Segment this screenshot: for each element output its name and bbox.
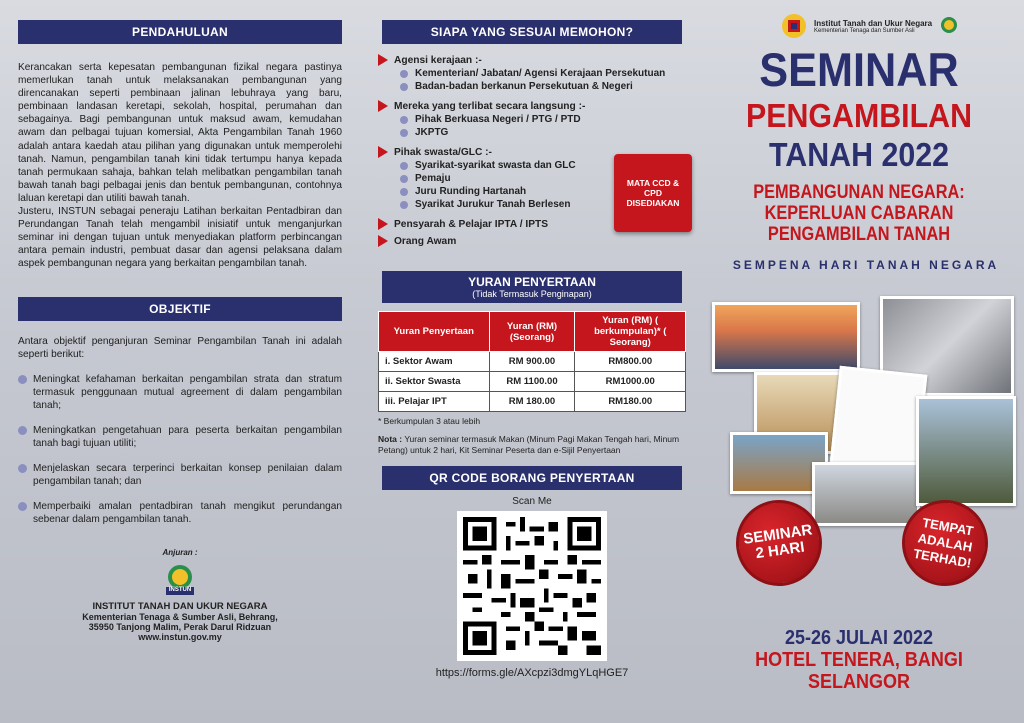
- organizer-block: [18, 548, 342, 642]
- instun-logo-text: INSTUN: [168, 586, 192, 593]
- cover-titles: [704, 43, 1014, 272]
- event-venue-2: SELANGOR: [807, 671, 911, 693]
- bullet-icon: [400, 201, 408, 209]
- instun-logo: [163, 563, 197, 597]
- org-name: INSTITUT TANAH DAN UKUR NEGARA: [92, 600, 268, 612]
- siapa-heading: SIAPA YANG SESUAI MEMOHON?: [382, 20, 682, 44]
- eligibility-list: [378, 54, 686, 247]
- cpd-badge: MATA CCD & CPD DISEDIAKAN: [614, 154, 692, 232]
- city-photo: [712, 302, 860, 372]
- nota: Nota : Yuran seminar termasuk Makan (Minum Pagi Makan Tengah hari, Minum Petang) untuk 2 hari, Kit Seminar Peserta dan e-Sijil Penyertaan: [378, 434, 680, 455]
- bullet-icon: [400, 116, 408, 124]
- bullet-icon: [18, 464, 27, 473]
- org-address-2: 35950 Tanjong Malim, Perak Darul Ridzuan: [88, 621, 272, 632]
- objektif-heading: OBJEKTIF: [18, 297, 342, 321]
- road-photo: [812, 462, 920, 526]
- arrow-icon: [378, 235, 388, 247]
- table-row: i. Sektor Awam RM 900.00 RM800.00: [379, 352, 686, 372]
- footnote: * Berkumpulan 3 atau lebih: [378, 416, 481, 426]
- fee-table-header: Yuran Penyertaan Yuran (RM) (Seorang) Yuran (RM) ( berkumpulan)* ( Seorang): [379, 312, 686, 352]
- event-details: [704, 628, 1014, 692]
- group-item: Juru Runding Hartanah: [378, 186, 686, 197]
- fee-table: [378, 311, 686, 412]
- bullet-icon: [18, 426, 27, 435]
- event-date: 25-26 JULAI 2022: [784, 627, 934, 649]
- objektif-item: Memperbaiki amalan pentadbiran tanah mengikut perundangan sebenar dalam pengambilan tanah.: [18, 500, 342, 526]
- objektif-item: Menjelaskan secara terperinci berkaitan konsep penilaian dalam pengambilan tanah; dan: [18, 462, 342, 488]
- group-item: JKPTG: [378, 127, 686, 138]
- yuran-subtitle: (Tidak Termasuk Penginapan): [472, 289, 592, 299]
- bullet-icon: [400, 70, 408, 78]
- anjuran-label: Anjuran :: [162, 547, 198, 557]
- bullet-icon: [400, 83, 408, 91]
- group-item: Syarikat Jurukur Tanah Berlesen: [378, 199, 686, 210]
- title-tanah-2022: TANAH 2022: [769, 136, 949, 173]
- bullet-icon: [400, 162, 408, 170]
- header-sub: Kementerian Tenaga dan Sumber Asli: [814, 27, 915, 34]
- yuran-heading: [382, 271, 682, 303]
- group-item: Syarikat-syarikat swasta dan GLC: [378, 160, 686, 171]
- pendahuluan-text: Kerancakan serta kepesatan pembangunan fizikal negara pastinya memerlukan tanah untuk melaksanakan pembangunan yang direncanakan seperti pembinaan jalinan lebuhraya yang baru, pembinaan landasan keretapi, sekolah, hospital, perumahan dan sebagainya. Bagi pembangunan untuk maksud awam, kemudahan awam dan pelbagai tujuan komersial, Akta Pengambilan Tanah 1960 adalah antara kaedah atau pilihan yang digunakan untuk memperolehi tanah. Namun, pengambilan tanah kini tidak tertumpu hanya kepada tanah permukaan sahaja, bahkan telah melibatkan pengambilan tanah bawah tanah bagi pelbagai jenis dan bentuk pembangunan, contohnya laluan keretapi dan utiliti bawah tanah.: [18, 62, 342, 204]
- middle-panel: [362, 0, 702, 723]
- objektif-list: [18, 373, 342, 526]
- qr-heading: QR CODE BORANG PENYERTAAN: [382, 466, 682, 490]
- scan-me-label: Scan Me: [512, 496, 552, 507]
- yuran-title: YURAN PENYERTAAN: [468, 275, 596, 289]
- arrow-icon: [378, 100, 388, 112]
- form-url[interactable]: https://forms.gle/AXcpzi3dmgYLqHGE7: [435, 667, 629, 679]
- pendahuluan-heading: PENDAHULUAN: [18, 20, 342, 44]
- qr-code[interactable]: [457, 511, 607, 661]
- arrow-icon: [378, 146, 388, 158]
- group-head: Pihak swasta/GLC :-: [378, 146, 686, 158]
- group-head: Mereka yang terlibat secara langsung :-: [378, 100, 686, 112]
- arrow-icon: [378, 54, 388, 66]
- bullet-icon: [400, 188, 408, 196]
- pendahuluan-text-2: Justeru, INSTUN sebagai peneraju Latihan berkaitan Pentadbiran dan Perundangan Tanah telah mengambil inisiatif untuk menganjurkan seminar ini dengan tujuan untuk menyediakan platform perbincangan antara pemain industri, pembuat dasar dan agensi pelaksana dalam aspek pembangunan negara yang berkaitan pengambilan tanah.: [18, 206, 342, 270]
- group-head: Agensi kerajaan :-: [378, 54, 686, 66]
- bullet-icon: [400, 129, 408, 137]
- org-address-1: Kementerian Tenaga & Sumber Asli, Behrang,: [82, 611, 278, 622]
- seal-seminar-2-hari: SEMINAR 2 HARI: [730, 494, 827, 591]
- bullet-icon: [18, 502, 27, 511]
- bullet-icon: [18, 375, 27, 384]
- surveyor-photo: [916, 396, 1016, 506]
- subtitle-2: KEPERLUAN CABARAN: [764, 203, 954, 224]
- malaysia-crest-icon: [780, 12, 808, 40]
- sempena-text: SEMPENA HARI TANAH NEGARA: [732, 258, 1000, 272]
- subtitle-1: PEMBANGUNAN NEGARA:: [753, 182, 965, 203]
- left-panel: [0, 0, 360, 723]
- group-head: Pensyarah & Pelajar IPTA / IPTS: [378, 218, 686, 230]
- group-item: Kementerian/ Jabatan/ Agensi Kerajaan Persekutuan: [378, 68, 686, 79]
- qr-code-icon: [463, 517, 601, 655]
- objektif-item: Meningkat kefahaman berkaitan pengambilan strata dan stratum termasuk penggunaan mutual agreement di dalam pengambilan tanah;: [18, 373, 342, 412]
- org-website[interactable]: www.instun.gov.my: [138, 631, 222, 642]
- objektif-intro: Antara objektif penganjuran Seminar Pengambilan Tanah ini adalah seperti berikut:: [18, 335, 342, 360]
- objektif-item: Meningkatkan pengetahuan para peserta berkaitan pengambilan tanah bagi tujuan utiliti;: [18, 424, 342, 450]
- subtitle-3: PENGAMBILAN TANAH: [767, 224, 951, 245]
- title-seminar: SEMINAR: [759, 43, 959, 96]
- group-head: Orang Awam: [378, 235, 686, 247]
- arrow-icon: [378, 218, 388, 230]
- seal-tempat-terhad: TEMPAT ADALAH TERHAD!: [895, 493, 995, 593]
- cover-panel: [704, 0, 1024, 723]
- title-pengambilan: PENGAMBILAN: [745, 97, 973, 134]
- group-item: Pihak Berkuasa Negeri / PTG / PTD: [378, 114, 686, 125]
- header-org: Institut Tanah dan Ukur Negara: [814, 18, 933, 28]
- event-venue-1: HOTEL TENERA, BANGI: [755, 649, 963, 671]
- group-item: Pemaju: [378, 173, 686, 184]
- instun-small-logo-icon: [938, 15, 960, 37]
- table-row: iii. Pelajar IPT RM 180.00 RM180.00: [379, 392, 686, 412]
- cover-header: [780, 12, 960, 40]
- table-row: ii. Sektor Swasta RM 1100.00 RM1000.00: [379, 372, 686, 392]
- bullet-icon: [400, 175, 408, 183]
- group-item: Badan-badan berkanun Persekutuan & Negeri: [378, 81, 686, 92]
